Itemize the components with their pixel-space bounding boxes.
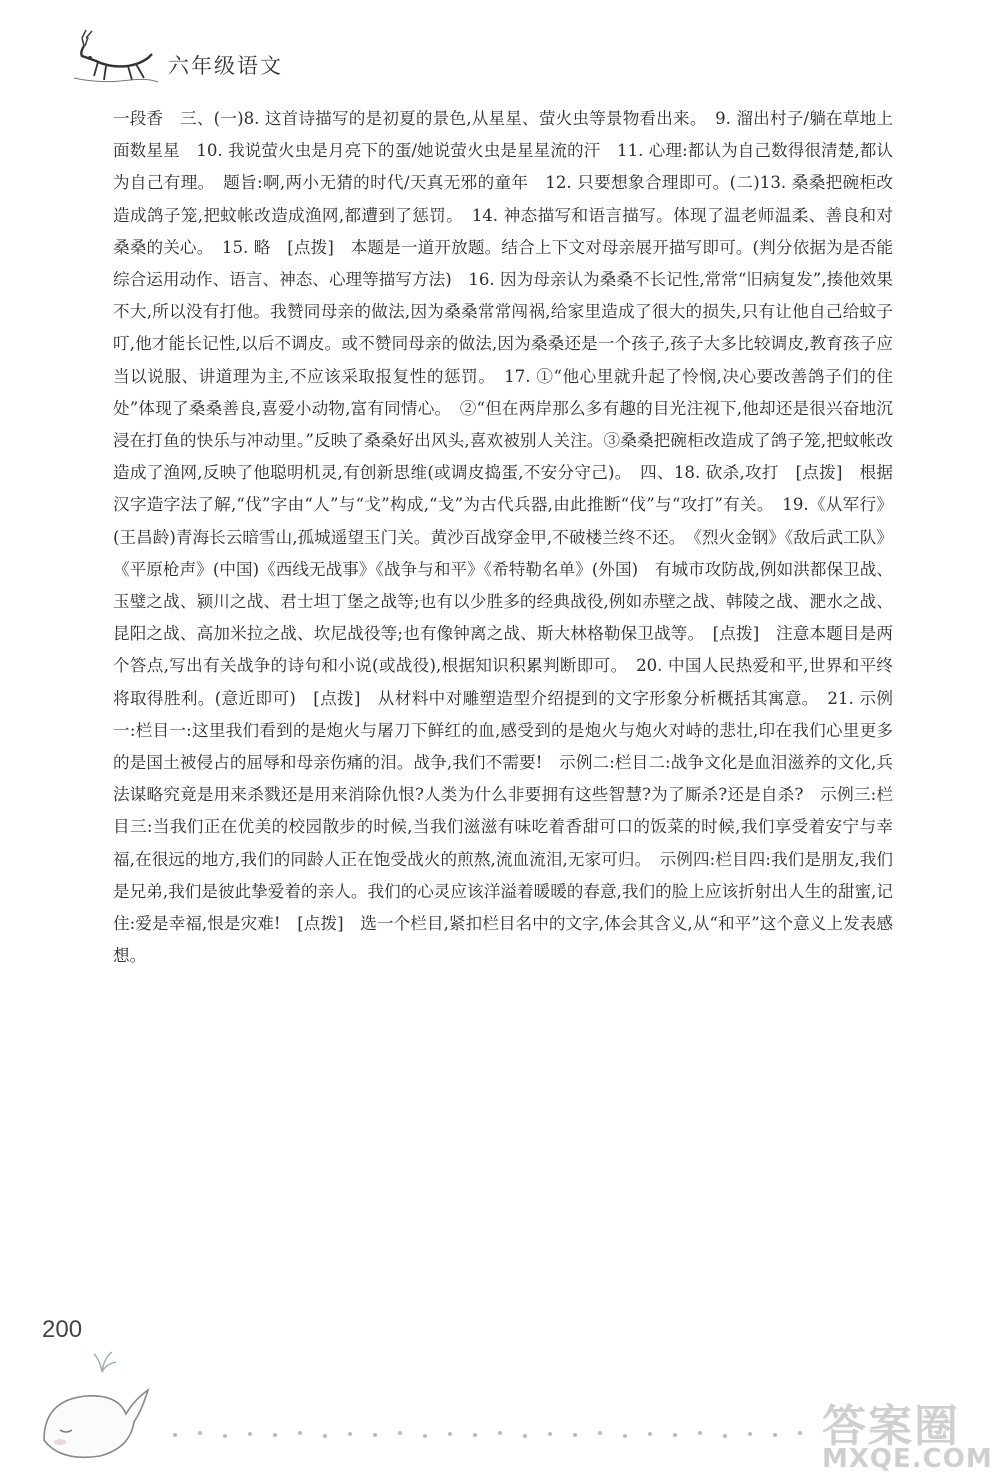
dotted-decoration [170,1425,810,1445]
deer-icon [70,28,160,88]
page-header [70,28,330,88]
watermark [808,1390,998,1480]
answer-text: 一段香 三、(一)8. 这首诗描写的是初夏的景色,从星星、萤火虫等景物看出来。 9. 溜出村子/躺在草地上面数星星 10. 我说萤火虫是月亮下的蛋/她说萤火虫是星星流的汗 11. 心理:都认为自己数得很清楚,都认为自己有理。 题旨:啊,两小无猜的时代/天真无邪的童年 12. 只要想象合理即可。(二)13. 桑桑把碗柜改造成鸽子笼,把蚊帐改造成渔网,都遭到了惩罚。 14. 神态描写和语言描写。体现了温老师温柔、善良和对桑桑的关心。 15. 略 [点拨] 本题是一道开放题。结合上下文对母亲展开描写即可。(判分依据为是否能综合运用动作、语言、神态、心理等描写方法) 16. 因为母亲认为桑桑不长记性,常常“旧病复发”,揍他效果不大,所以没有打他。我赞同母亲的做法,因为桑桑常常闯祸,给家里造成了很大的损失,只有让他自己给蚊子叮,他才能长记性,以后不调皮。或不赞同母亲的做法,因为桑桑还是一个孩子,孩子大多比较调皮,教育孩子应当以说服、讲道理为主,不应该采取报复性的惩罚。 17. ①“他心里就升起了怜悯,决心要改善鸽子们的住处”体现了桑桑善良,喜爱小动物,富有同情心。 ②“但在两岸那么多有趣的目光注视下,他却还是很兴奋地沉浸在打鱼的快乐与冲动里。”反映了桑桑好出风头,喜欢被别人关注。③桑桑把碗柜改造成了鸽子笼,把蚊帐改造成了渔网,反映了他聪明机灵,有创新思维(或调皮捣蛋,不安分守己)。 四、18. 砍杀,攻打 [点拨] 根据汉字造字法了解,“伐”字由“人”与“戈”构成,“戈”为古代兵器,由此推断“伐”与“攻打”有关。 19.《从军行》(王昌龄)青海长云暗雪山,孤城遥望玉门关。黄沙百战穿金甲,不破楼兰终不还。 《烈火金钢》《敌后武工队》《平原枪声》(中国)《西线无战事》《战争与和平》《希特勒名单》(外国) 有城市攻防战,例如洪都保卫战、玉璧之战、颍川之战、君士坦丁堡之战等;也有以少胜多的经典战役,例如赤壁之战、韩陵之战、淝水之战、昆阳之战、高加米拉之战、坎尼战役等;也有像钟离之战、斯大林格勒保卫战等。 [点拨] 注意本题目是两个答点,写出有关战争的诗句和小说(或战役),根据知识积累判断即可。 20. 中国人民热爱和平,世界和平终将取得胜利。(意近即可) [点拨] 从材料中对雕塑造型介绍提到的文字形象分析概括其寓意。 21. 示例一:栏目一:这里我们看到的是炮火与屠刀下鲜红的血,感受到的是炮火与炮火对峙的悲壮,印在我们心里更多的是国土被侵占的屈辱和母亲伤痛的泪。战争,我们不需要! 示例二:栏目二:战争文化是血泪滋养的文化,兵法谋略究竟是用来杀戮还是用来消除仇恨?人类为什么非要拥有这些智慧?为了厮杀?还是自杀? 示例三:栏目三:当我们正在优美的校园散步的时候,当我们滋滋有味吃着香甜可口的饭菜的时候,我们享受着安宁与幸福,在很远的地方,我们的同龄人正在饱受战火的煎熬,流血流泪,无家可归。 示例四:栏目四:我们是朋友,我们是兄弟,我们是彼此挚爱着的亲人。我们的心灵应该洋溢着暖暖的春意,我们的脸上应该折射出人生的甜蜜,记住:爱是幸福,恨是灾难! [点拨] 选一个栏目,紧扣栏目名中的文字,体会其含义,从“和平”这个意义上发表感想。 [113,109,893,966]
page-number: 200 [42,1316,83,1343]
whale-icon [30,1330,160,1480]
watermark-title: 答案圈 [822,1401,960,1452]
header-title: 六年级语文 [168,54,283,78]
watermark-url: MXQE.COM [822,1444,993,1474]
